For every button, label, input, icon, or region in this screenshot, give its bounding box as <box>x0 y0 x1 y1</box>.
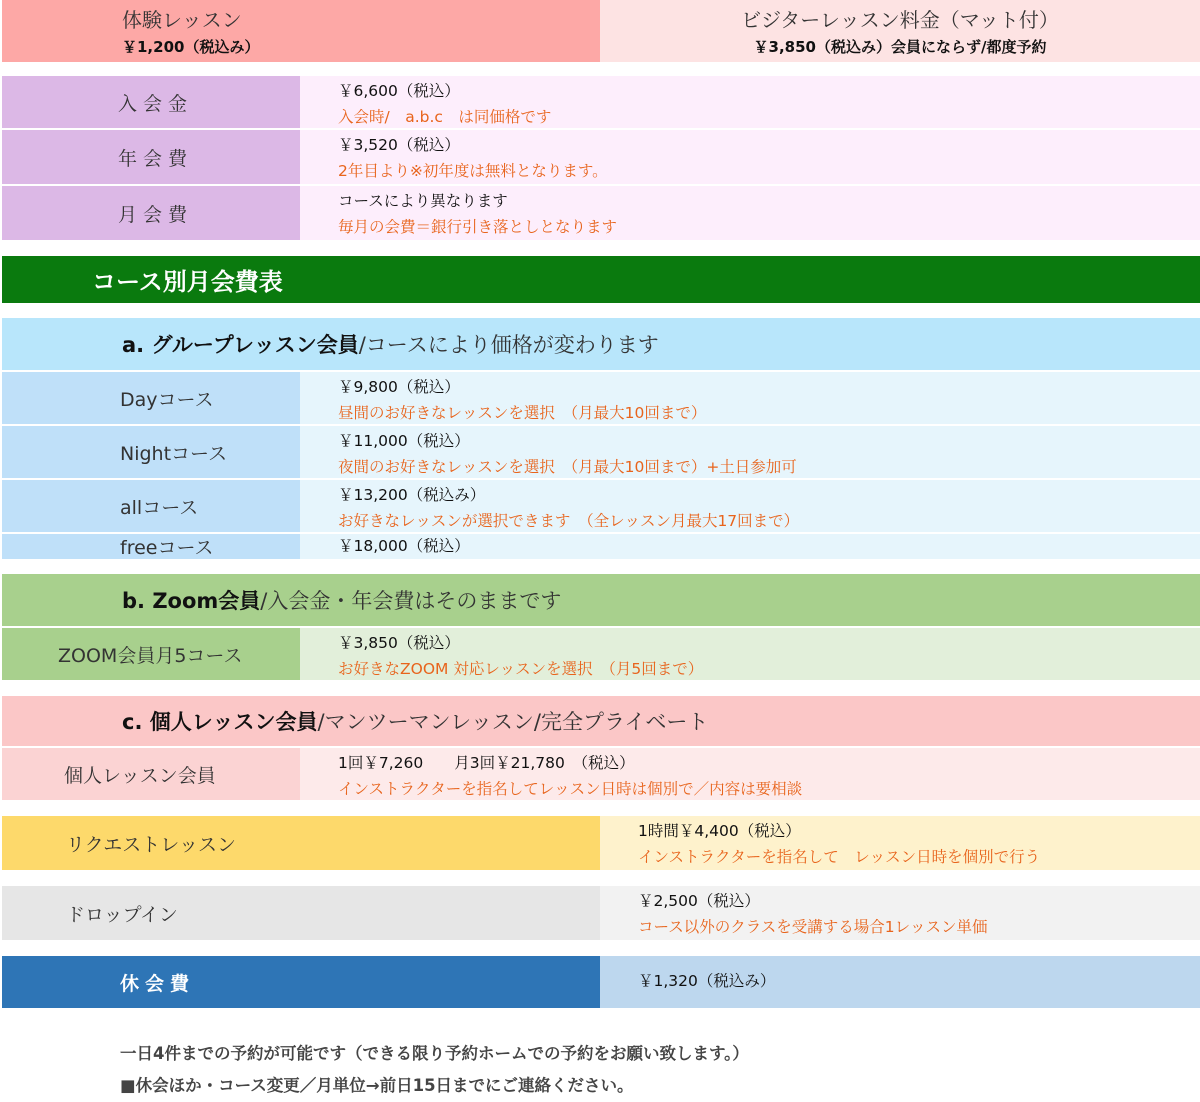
fee-label: 年会費 <box>2 130 300 184</box>
group-row-night <box>2 426 1200 478</box>
dropin-label: ドロップイン <box>2 886 600 940</box>
visitor-lesson-title: ビジターレッスン料金（マット付） <box>741 8 1059 32</box>
leave-fee-value: ￥1,320（税込み） <box>638 972 776 990</box>
fee-row-monthly <box>2 186 1200 240</box>
group-row-all <box>2 480 1200 532</box>
group-row-free <box>2 534 1200 559</box>
zoom-section-header: b. Zoom会員 /入会金・年会費はそのままです <box>2 574 1200 626</box>
course-fee-title: コース別月会費表 <box>92 268 283 296</box>
leave-fee-label: 休会費 <box>2 956 600 1008</box>
dropin-row <box>2 886 1200 940</box>
private-section-header: c. 個人レッスン会員 /マンツーマンレッスン/完全プライベート <box>2 696 1200 746</box>
course-label: 個人レッスン会員 <box>2 748 300 800</box>
fee-value: コースにより異なります 毎月の会費＝銀行引き落としとなります <box>338 192 618 236</box>
course-label: allコース <box>2 480 300 532</box>
course-value: ￥11,000（税込） 夜間のお好きなレッスンを選択 （月最大10回まで）+土日参加可 <box>338 432 797 476</box>
course-value: 1回￥7,260 月3回￥21,780 （税込） インストラクターを指名してレッスン日時は個別で／内容は要相談 <box>338 754 803 798</box>
note-reservation-limit: 一日4件までの予約が可能です（できる限り予約ホームでの予約をお願い致します。） <box>120 1044 749 1063</box>
zoom-row <box>2 628 1200 680</box>
fee-value: ￥3,520（税込） 2年目より※初年度は無料となります。 <box>338 136 608 180</box>
course-label: freeコース <box>2 534 300 559</box>
request-lesson-value: 1時間￥4,400（税込） インストラクターを指名して レッスン日時を個別で行う <box>638 822 1041 866</box>
group-row-day <box>2 372 1200 424</box>
leave-fee-row <box>2 956 1200 1008</box>
trial-lesson-price: ￥1,200（税込み） <box>122 38 260 56</box>
course-label: Dayコース <box>2 372 300 424</box>
fee-row-annual <box>2 130 1200 184</box>
course-fee-title-bar <box>2 256 1200 303</box>
fee-label: 月会費 <box>2 186 300 240</box>
fee-label: 入会金 <box>2 76 300 128</box>
trial-lesson-title: 体験レッスン <box>122 8 242 32</box>
trial-lesson-box <box>2 0 600 62</box>
dropin-value: ￥2,500（税込） コース以外のクラスを受講する場合1レッスン単価 <box>638 892 988 936</box>
course-label: ZOOM会員月5コース <box>2 628 300 680</box>
course-value: ￥18,000（税込） <box>338 537 470 555</box>
course-value: ￥9,800（税込） 昼間のお好きなレッスンを選択 （月最大10回まで） <box>338 378 707 422</box>
visitor-lesson-box <box>600 0 1200 62</box>
course-value: ￥13,200（税込み） お好きなレッスンが選択できます （全レッスン月最大17回まで） <box>338 486 800 530</box>
course-value: ￥3,850（税込） お好きなZOOM 対応レッスンを選択 （月5回まで） <box>338 634 704 678</box>
visitor-lesson-price: ￥3,850（税込み）会員にならず/都度予約 <box>753 38 1047 56</box>
fee-value: ￥6,600（税込） 入会時/ a.b.c は同価格です <box>338 82 552 126</box>
private-row <box>2 748 1200 800</box>
request-lesson-row <box>2 816 1200 870</box>
group-section-header: a. グループレッスン会員 /コースにより価格が変わります <box>2 318 1200 370</box>
note-change-deadline: ■休会ほか・コース変更／月単位→前日15日までにご連絡ください。 <box>120 1076 634 1095</box>
fee-row-entrance <box>2 76 1200 128</box>
course-label: Nightコース <box>2 426 300 478</box>
request-lesson-label: リクエストレッスン <box>2 816 600 870</box>
